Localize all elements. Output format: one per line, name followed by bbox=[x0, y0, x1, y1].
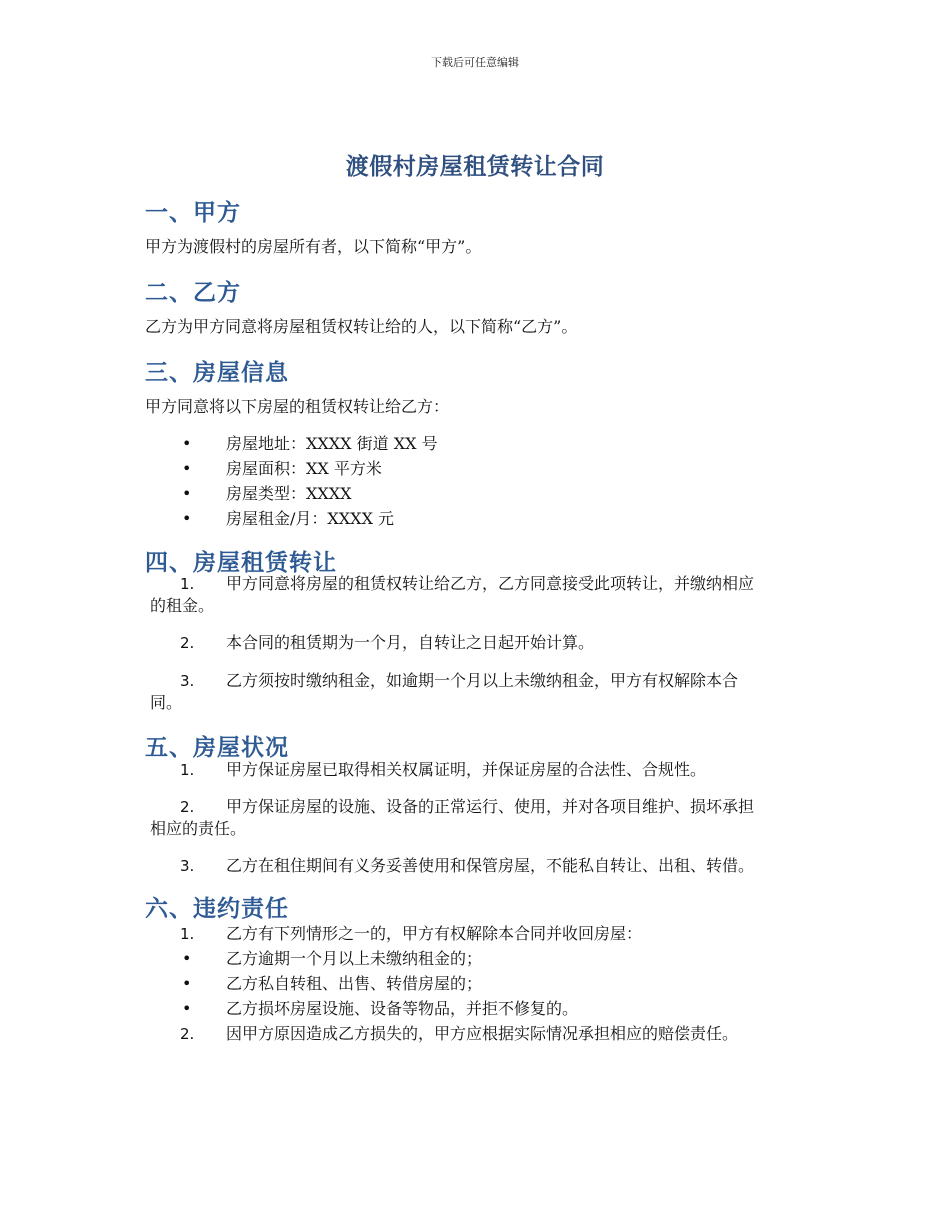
clause-5-2-line1: 甲方保证房屋的设施、设备的正常运行、使用，并对各项目维护、损坏承担 bbox=[226, 797, 755, 816]
clause-5-1: 甲方保证房屋已取得相关权属证明，并保证房屋的合法性、合规性。 bbox=[226, 760, 707, 779]
item-number: 1. bbox=[180, 575, 195, 593]
clause-4-3-line1: 乙方须按时缴纳租金，如逾期一个月以上未缴纳租金，甲方有权解除本合 bbox=[226, 671, 739, 690]
item-number: 1. bbox=[180, 761, 195, 779]
bullet-marker: • bbox=[182, 999, 192, 1018]
breach-item-2: 乙方私自转租、出售、转借房屋的； bbox=[226, 974, 483, 993]
bullet-marker: • bbox=[182, 949, 192, 968]
clause-6-2: 因甲方原因造成乙方损失的，甲方应根据实际情况承担相应的赔偿责任。 bbox=[226, 1024, 739, 1043]
section-heading-1: 一、甲方 bbox=[145, 200, 241, 226]
section-heading-2: 二、乙方 bbox=[145, 280, 241, 306]
bullet-marker: • bbox=[182, 974, 192, 993]
section-1-text: 甲方为渡假村的房屋所有者，以下简称“甲方”。 bbox=[145, 237, 482, 256]
clause-4-1-line1: 甲方同意将房屋的租赁权转让给乙方，乙方同意接受此项转让，并缴纳相应 bbox=[226, 574, 755, 593]
header-note: 下载后可任意编辑 bbox=[431, 56, 519, 69]
item-number: 2. bbox=[180, 798, 195, 816]
section-heading-3: 三、房屋信息 bbox=[145, 360, 289, 386]
section-heading-6: 六、违约责任 bbox=[145, 896, 289, 922]
bullet-marker: • bbox=[182, 484, 192, 503]
clause-5-2-line2: 相应的责任。 bbox=[150, 819, 247, 838]
clause-4-1-line2: 的租金。 bbox=[150, 596, 215, 615]
list-item-type: 房屋类型：XXXX bbox=[226, 484, 352, 503]
breach-item-1: 乙方逾期一个月以上未缴纳租金的； bbox=[226, 949, 483, 968]
item-number: 3. bbox=[180, 857, 195, 875]
clause-4-2: 本合同的租赁期为一个月，自转让之日起开始计算。 bbox=[226, 633, 595, 652]
clause-5-3: 乙方在租住期间有义务妥善使用和保管房屋，不能私自转让、出租、转借。 bbox=[226, 856, 755, 875]
breach-item-3: 乙方损坏房屋设施、设备等物品，并拒不修复的。 bbox=[226, 999, 579, 1018]
item-number: 2. bbox=[180, 634, 195, 652]
section-3-intro: 甲方同意将以下房屋的租赁权转让给乙方： bbox=[145, 397, 450, 416]
bullet-marker: • bbox=[182, 434, 192, 453]
list-item-address: 房屋地址：XXXX 街道 XX 号 bbox=[226, 434, 438, 453]
section-2-text: 乙方为甲方同意将房屋租赁权转让给的人，以下简称“乙方”。 bbox=[145, 317, 578, 336]
section-heading-4: 四、房屋租赁转让 bbox=[145, 550, 337, 576]
item-number: 2. bbox=[180, 1025, 195, 1043]
clause-4-3-line2: 同。 bbox=[150, 693, 183, 712]
bullet-marker: • bbox=[182, 509, 192, 528]
list-item-rent: 房屋租金/月：XXXX 元 bbox=[226, 509, 395, 528]
bullet-marker: • bbox=[182, 459, 192, 478]
section-heading-5: 五、房屋状况 bbox=[145, 735, 289, 761]
item-number: 3. bbox=[180, 672, 195, 690]
list-item-area: 房屋面积：XX 平方米 bbox=[226, 459, 382, 478]
item-number: 1. bbox=[180, 925, 195, 943]
clause-6-1: 乙方有下列情形之一的，甲方有权解除本合同并收回房屋： bbox=[226, 924, 643, 943]
document-title: 渡假村房屋租赁转让合同 bbox=[345, 154, 605, 180]
